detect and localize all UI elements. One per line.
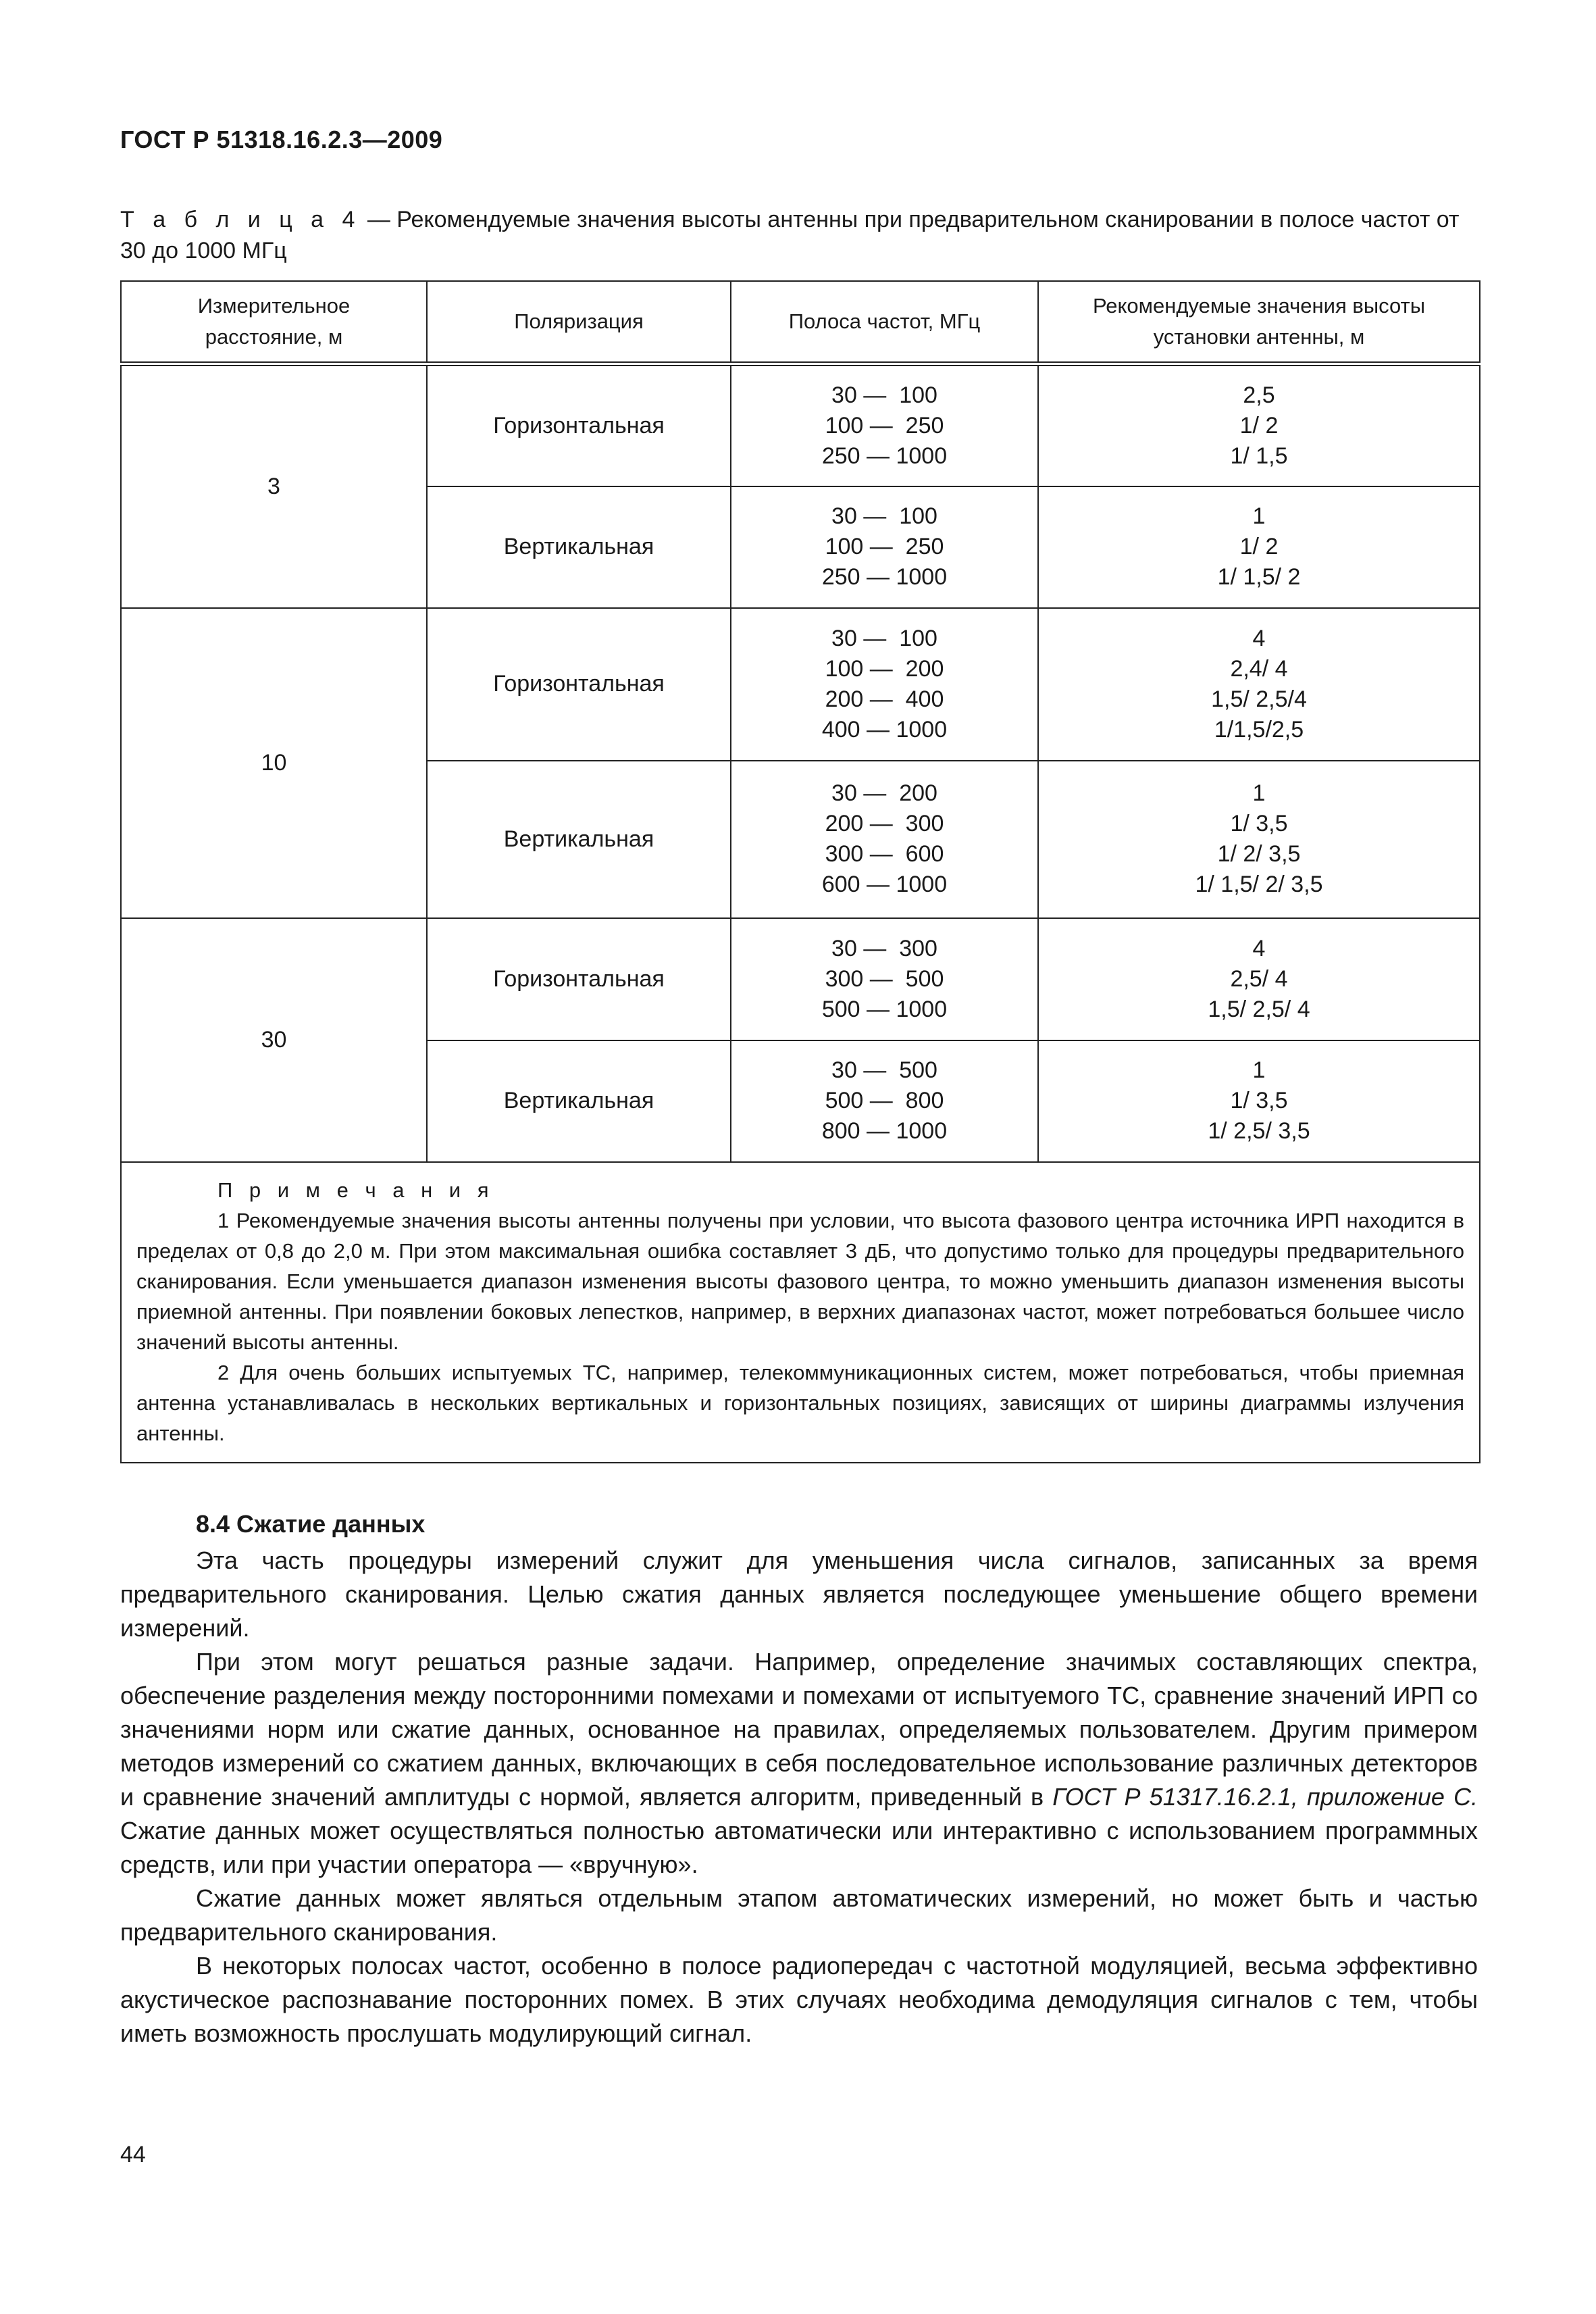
antenna-height-cell	[1038, 1040, 1480, 1162]
height-value: 1	[1252, 1057, 1266, 1083]
band-value: 30 — 100	[831, 503, 937, 529]
height-value: 1/1,5/2,5	[1214, 716, 1304, 743]
height-value: 1	[1252, 780, 1266, 806]
band-value: 500 — 800	[825, 1088, 944, 1113]
band-value: 400 — 1000	[821, 716, 948, 743]
frequency-band-cell	[731, 1040, 1038, 1162]
band-value: 100 — 250	[825, 412, 944, 438]
height-value: 2,5	[1243, 382, 1275, 408]
note-item: 1 Рекомендуемые значения высоты антенны получены при условии, что высота фазового центра источника ИРП находится в пределах от 0,8 до 2,0 м. При этом максимальная ошибка составляет 3 дБ, что допустимо только для процедуры предварительного сканирования. Если уменьшается диапазон изменения высоты фазового центра, то можно уменьшить диапазон изменения высоты приемной антенны. При появлении боковых лепестков, например, в верхних диапазонах частот, может потребоваться большее число значений высоты антенны.	[136, 1208, 1464, 1354]
table-notes	[121, 1162, 1480, 1463]
column-header-frequency-band: Полоса частот, МГц	[731, 281, 1038, 364]
distance-cell: 3	[121, 364, 427, 608]
antenna-height-cell	[1038, 364, 1480, 486]
height-value: 1,5/ 2,5/ 4	[1208, 996, 1310, 1022]
frequency-band-cell	[731, 608, 1038, 761]
polarization-cell: Горизонтальная	[427, 918, 731, 1040]
band-value: 30 — 200	[831, 780, 937, 806]
polarization-cell: Горизонтальная	[427, 364, 731, 486]
height-value: 1,5/ 2,5/4	[1211, 686, 1307, 712]
band-value: 30 — 300	[831, 935, 937, 961]
height-value: 4	[1252, 935, 1266, 961]
paragraph: В некоторых полосах частот, особенно в полосе радиопередач с частотной модуляцией, весьма эффективно акустическое распознавание посторонних помех. В этих случаях необходима демодуляция сигналов с тем, чтобы иметь возможность прослушать модулирующий сигнал.	[120, 1952, 1478, 2047]
band-value: 800 — 1000	[821, 1118, 948, 1144]
band-value: 300 — 600	[825, 841, 944, 867]
antenna-height-cell	[1038, 608, 1480, 761]
height-value: 1/ 1,5/ 2	[1217, 564, 1301, 590]
note-item: 2 Для очень больших испытуемых ТС, например, телекоммуникационных систем, может потребоваться, чтобы приемная антенна устанавливалась в нескольких вертикальных и горизонтальных позициях, зависящих от ширины диаграммы излучения антенны.	[136, 1360, 1464, 1445]
antenna-height-table	[120, 280, 1481, 1463]
table-notes-row	[121, 1162, 1480, 1463]
band-value: 250 — 1000	[821, 443, 948, 469]
table-row	[121, 364, 1480, 486]
band-value: 500 — 1000	[821, 996, 948, 1022]
column-header-polarization: Поляризация	[427, 281, 731, 364]
band-value: 30 — 100	[831, 382, 937, 408]
height-value: 2,4/ 4	[1230, 655, 1288, 682]
height-value: 1/ 2	[1239, 534, 1279, 559]
distance-cell: 30	[121, 918, 427, 1162]
height-value: 2,5/ 4	[1230, 965, 1288, 992]
polarization-cell: Вертикальная	[427, 761, 731, 918]
height-value: 1	[1252, 503, 1266, 529]
table-header-row	[121, 281, 1480, 364]
paragraph-text: Сжатие данных может осуществляться полностью автоматически или интерактивно с использованием программных средств, или при участии оператора — «вручную».	[120, 1817, 1478, 1878]
polarization-cell: Вертикальная	[427, 1040, 731, 1162]
band-value: 600 — 1000	[821, 872, 948, 897]
band-value: 300 — 500	[825, 965, 944, 992]
height-value: 1/ 3,5	[1230, 1088, 1288, 1113]
antenna-height-cell	[1038, 761, 1480, 918]
band-value: 30 — 500	[831, 1057, 937, 1083]
band-value: 250 — 1000	[821, 564, 948, 590]
column-header-distance: Измерительное расстояние, м	[121, 281, 427, 364]
frequency-band-cell	[731, 486, 1038, 608]
frequency-band-cell	[731, 364, 1038, 486]
table-caption	[120, 204, 1478, 266]
antenna-height-cell	[1038, 486, 1480, 608]
polarization-cell: Горизонтальная	[427, 608, 731, 761]
page-number: 44	[120, 2142, 146, 2167]
table-caption-label: Т а б л и ц а 4	[120, 207, 361, 232]
paragraph-text: При этом могут решаться разные задачи. Например, определение значимых составляющих спектра, обеспечение разделения между посторонними помехами и помехами от испытуемого ТС, сравнение значений ИРП со значениями норм или сжатие данных, основанное на правилах, определяемых пользователем. Другим примером методов измерений со сжатием данных, включающих в себя последовательное использование различных детекторов и сравнение значений амплитуды с нормой, является алгоритм, приведенный в	[120, 1648, 1478, 1811]
polarization-cell: Вертикальная	[427, 486, 731, 608]
band-value: 30 — 100	[831, 625, 937, 651]
band-value: 100 — 200	[825, 655, 944, 682]
paragraph: Эта часть процедуры измерений служит для уменьшения числа сигналов, записанных за время предварительного сканирования. Целью сжатия данных является последующее уменьшение общего времени измерений.	[120, 1546, 1478, 1642]
band-value: 100 — 250	[825, 534, 944, 559]
height-value: 1/ 1,5	[1230, 443, 1288, 469]
table-row	[121, 918, 1480, 1040]
notes-title: П р и м е ч а н и я	[217, 1178, 494, 1202]
antenna-height-cell	[1038, 918, 1480, 1040]
frequency-band-cell	[731, 918, 1038, 1040]
paragraph: Сжатие данных может являться отдельным этапом автоматических измерений, но может быть и частью предварительного сканирования.	[120, 1884, 1478, 1946]
height-value: 1/ 3,5	[1230, 811, 1288, 836]
height-value: 4	[1252, 625, 1266, 651]
band-value: 200 — 400	[825, 686, 944, 712]
section-title: 8.4 Сжатие данных	[196, 1510, 426, 1538]
paragraph	[120, 1645, 1478, 1882]
table-row	[121, 608, 1480, 761]
band-value: 200 — 300	[825, 811, 944, 836]
standard-reference: ГОСТ Р 51317.16.2.1, приложение С.	[1052, 1783, 1478, 1811]
document-code-header: ГОСТ Р 51318.16.2.3—2009	[120, 126, 443, 153]
height-value: 1/ 2	[1239, 412, 1279, 438]
height-value: 1/ 2/ 3,5	[1217, 841, 1301, 867]
section-body	[120, 1544, 1478, 2051]
height-value: 1/ 2,5/ 3,5	[1208, 1118, 1310, 1144]
table-caption-text: — Рекомендуемые значения высоты антенны при предварительном сканировании в полосе частот от 30 до 1000 МГц	[120, 207, 1460, 263]
height-value: 1/ 1,5/ 2/ 3,5	[1195, 872, 1323, 897]
frequency-band-cell	[731, 761, 1038, 918]
distance-cell: 10	[121, 608, 427, 918]
column-header-antenna-height: Рекомендуемые значения высоты установки антенны, м	[1038, 281, 1480, 364]
